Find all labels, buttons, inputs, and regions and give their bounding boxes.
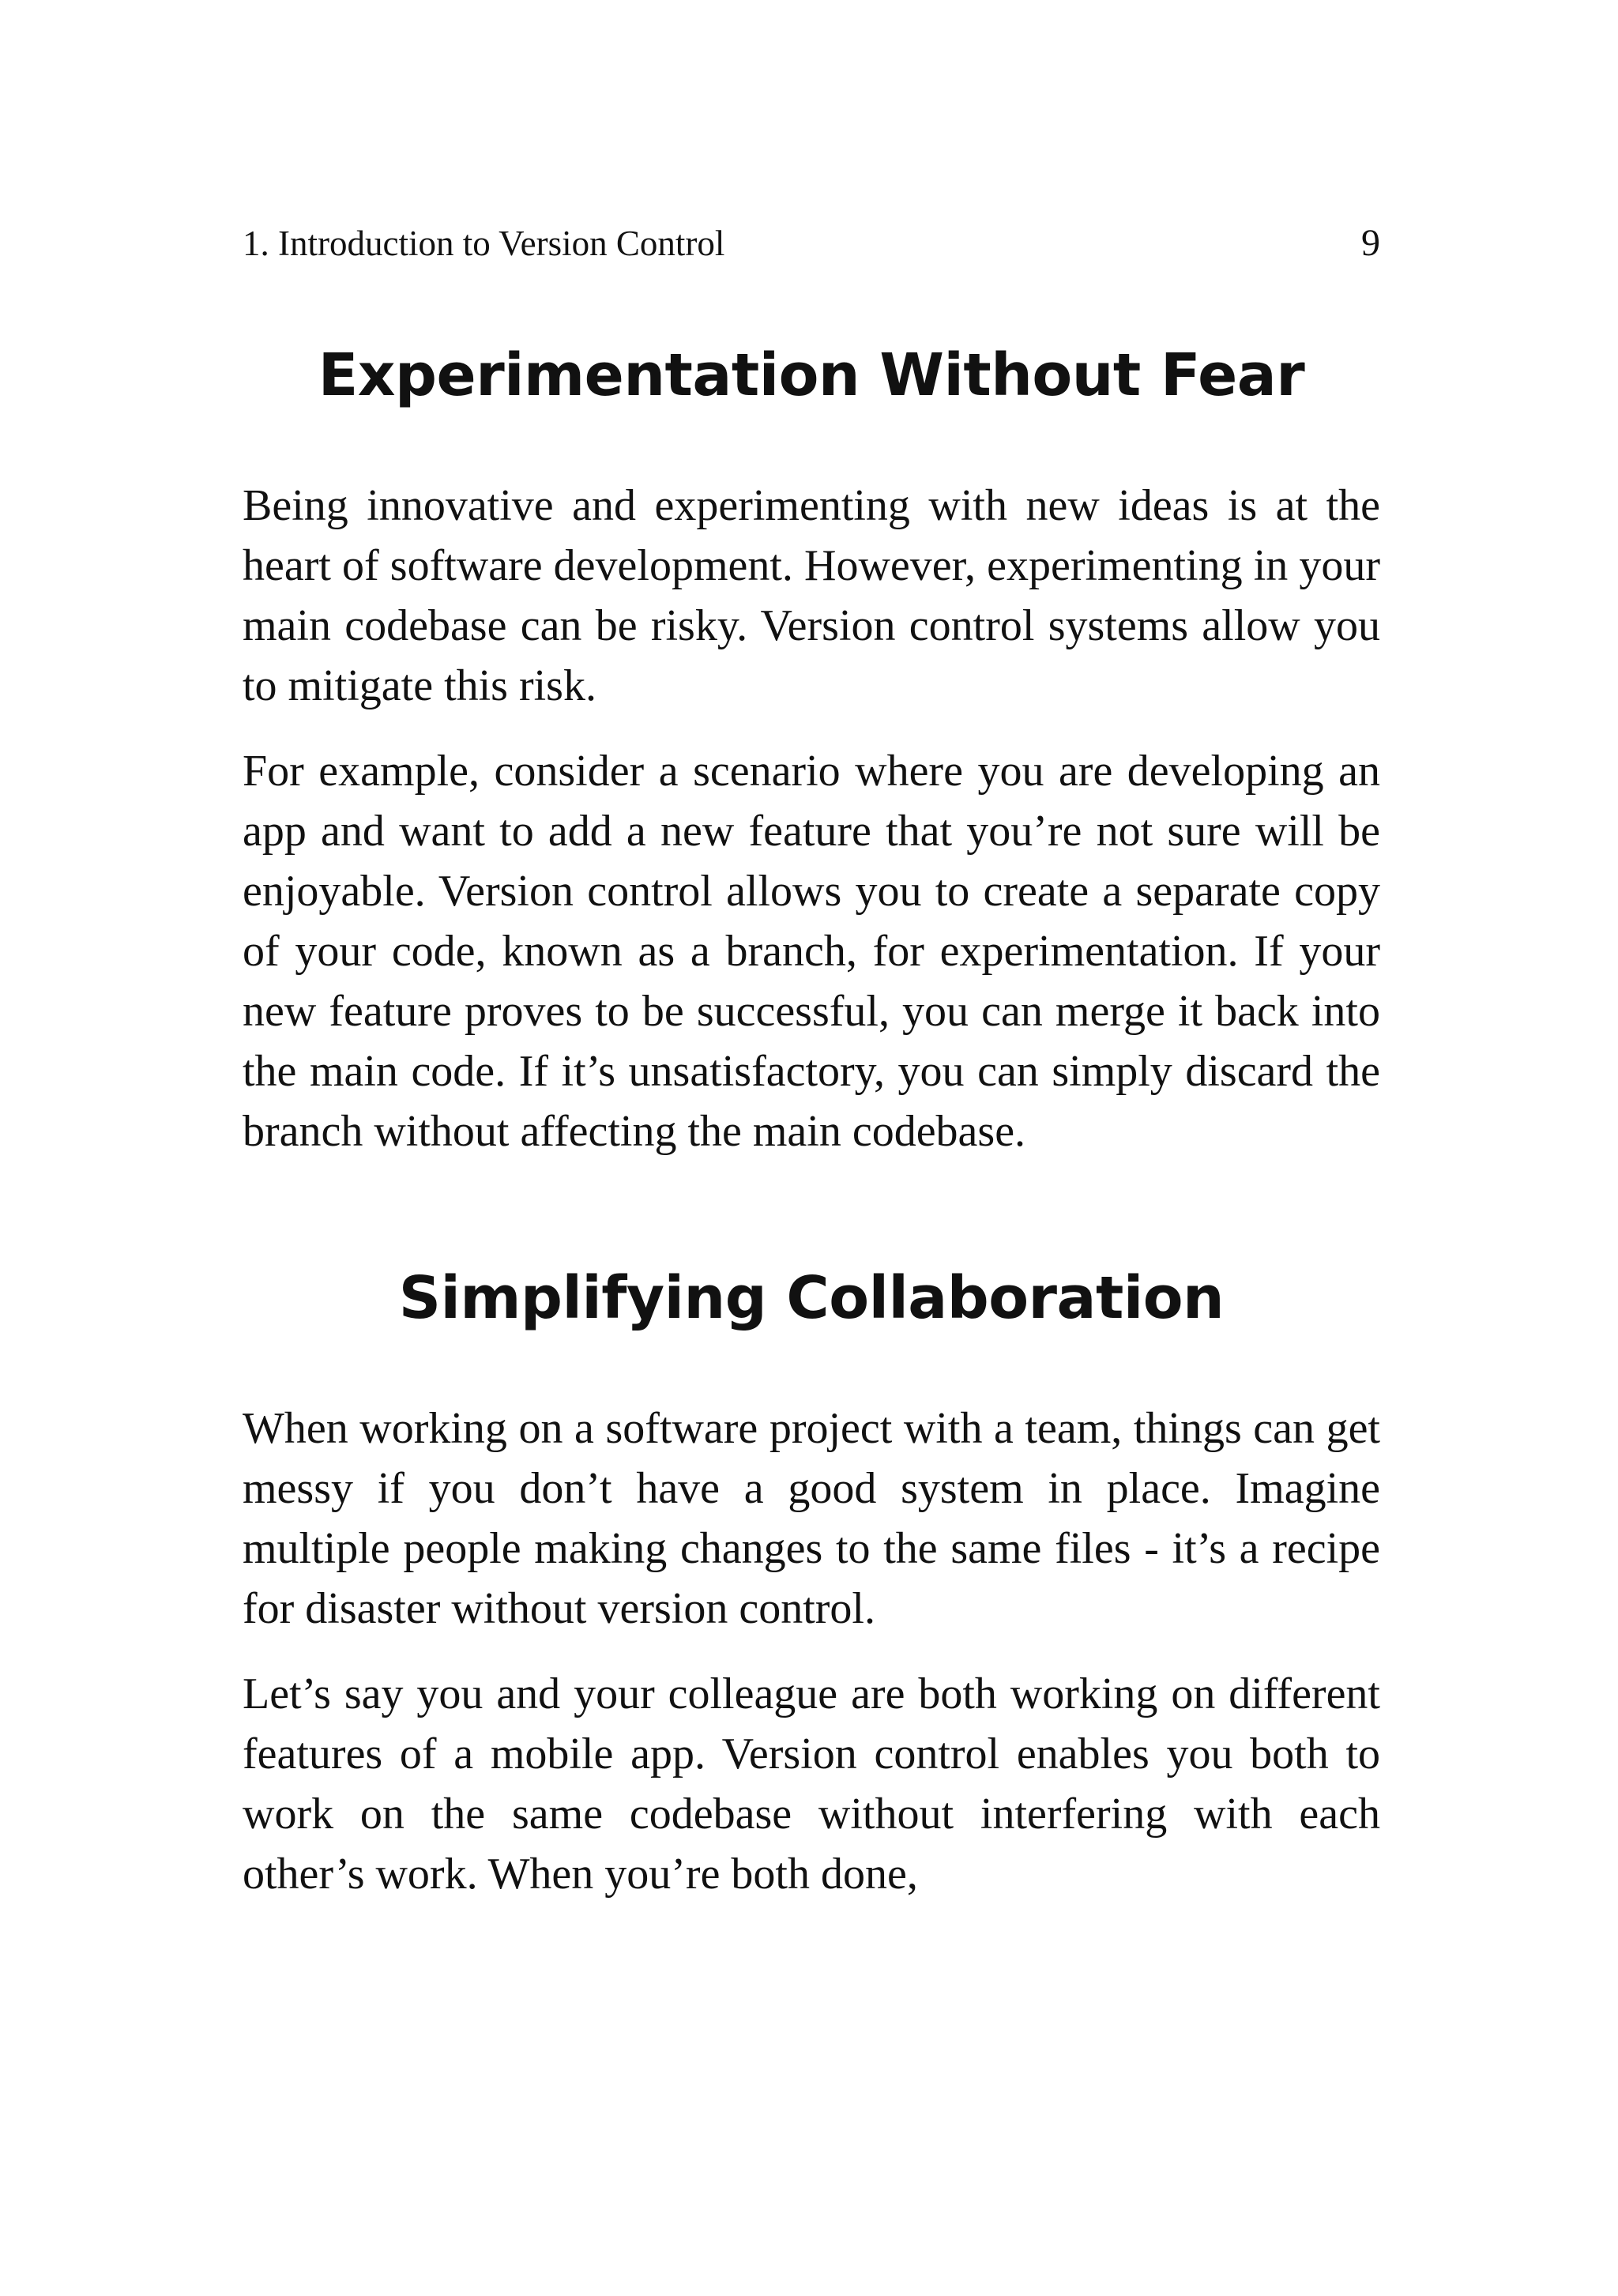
section-collaboration — [243, 1247, 1380, 1904]
paragraph: Being innovative and experimenting with new ideas is at the heart of software development. However, experimenting in your main codebase can be risky. Version control systems allow you to mitigate this risk. — [243, 481, 1380, 710]
paragraph: Let’s say you and your colleague are both working on different features of a mobile app. Version control enables you both to work on the same codebase without interfering with each other’s work. When you’re both done, — [243, 1669, 1380, 1899]
page-content — [243, 324, 1380, 1904]
section-experimentation — [243, 324, 1380, 1161]
paragraph: For example, consider a scenario where you are developing an app and want to add a new feature that you’re not sure will be enjoyable. Version control allows you to create a separate copy of your code, known as a branch, for experimentation. If your new feature proves to be successful, you can merge it back into the main code. If it’s unsatisfactory, you can simply discard the branch without affecting the main codebase. — [243, 747, 1380, 1156]
section-heading: Simplifying Collaboration — [398, 1264, 1225, 1332]
chapter-title: 1. Introduction to Version Control — [243, 224, 725, 263]
running-head — [243, 220, 1380, 267]
section-heading: Experimentation Without Fear — [318, 341, 1305, 409]
page-number: 9 — [1361, 222, 1380, 264]
paragraph: When working on a software project with a team, things can get messy if you don’t have a good system in place. Imagine multiple people making changes to the same files - it’s a recipe for disaster without version control. — [243, 1404, 1380, 1633]
